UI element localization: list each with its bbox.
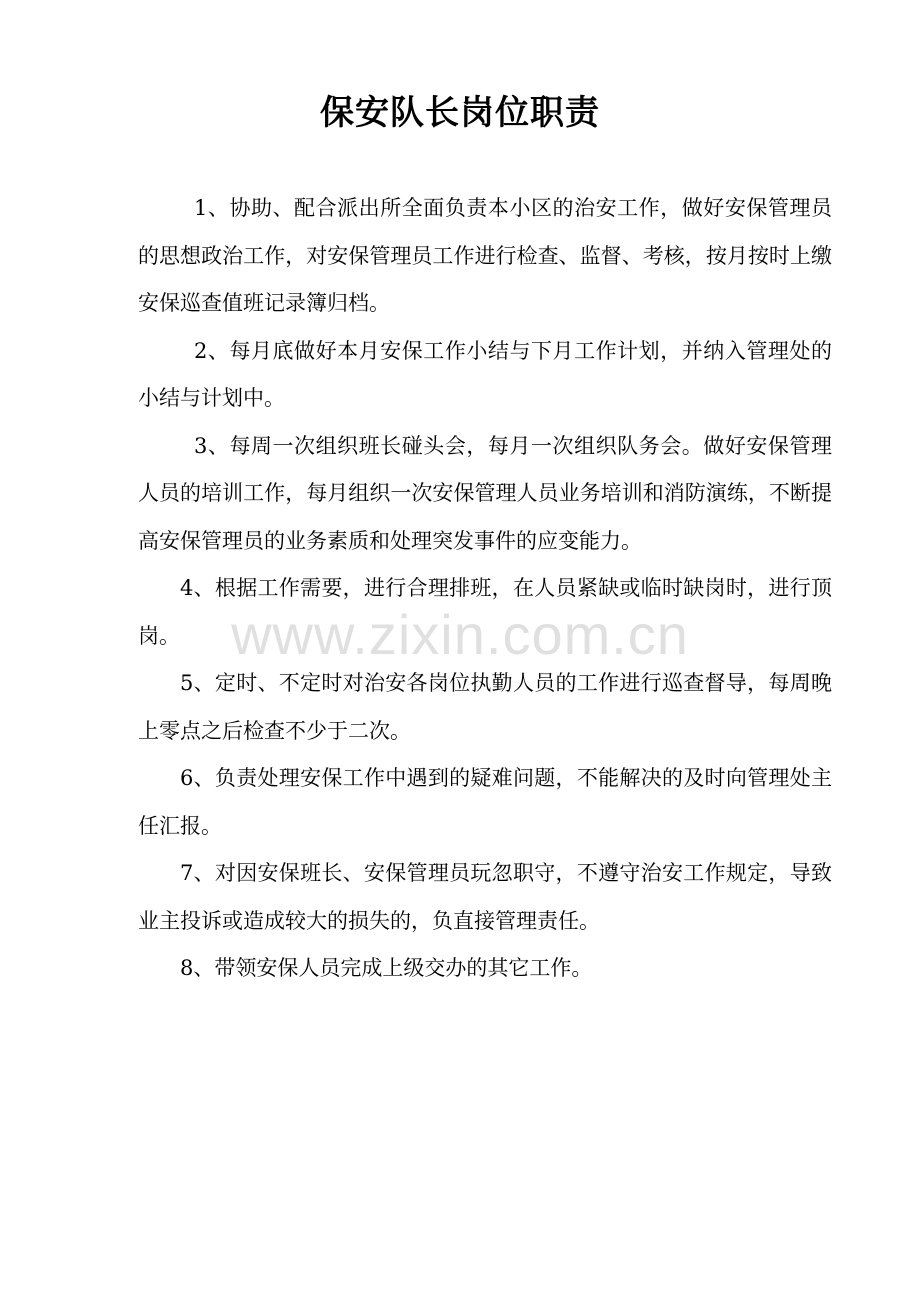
document-title: 保安队长岗位职责 (320, 93, 600, 133)
duty-paragraph-8: 8、带领安保人员完成上级交办的其它工作。 (180, 956, 593, 980)
duty-paragraph-1: 1、协助、配合派出所全面负责本小区的治安工作，做好安保管理员的思想政治工作，对安保管理员工作进行检查、监督、考核，按月按时上缴安保巡查值班记录簿归档。 (138, 196, 832, 315)
duty-paragraph-4: 4、根据工作需要，进行合理排班，在人员紧缺或临时缺岗时，进行顶岗。 (138, 576, 832, 648)
duty-paragraph-2: 2、每月底做好本月安保工作小结与下月工作计划，并纳入管理处的小结与计划中。 (138, 338, 832, 410)
duty-paragraph-5: 5、定时、不定时对治安各岗位执勤人员的工作进行巡查督导，每周晚上零点之后检查不少于二次。 (138, 671, 832, 743)
duty-paragraph-3: 3、每周一次组织班长碰头会，每月一次组织队务会。做好安保管理人员的培训工作，每月组织一次安保管理人员业务培训和消防演练，不断提高安保管理员的业务素质和处理突发事件的应变能力。 (138, 433, 832, 553)
document-body (138, 185, 832, 993)
watermark: www.zixin.com.cn (231, 603, 689, 666)
duty-paragraph-7: 7、对因安保班长、安保管理员玩忽职守，不遵守治安工作规定，导致业主投诉或造成较大的损失的，负直接管理责任。 (138, 861, 832, 933)
duty-paragraph-6: 6、负责处理安保工作中遇到的疑难问题，不能解决的及时向管理处主任汇报。 (138, 766, 832, 838)
